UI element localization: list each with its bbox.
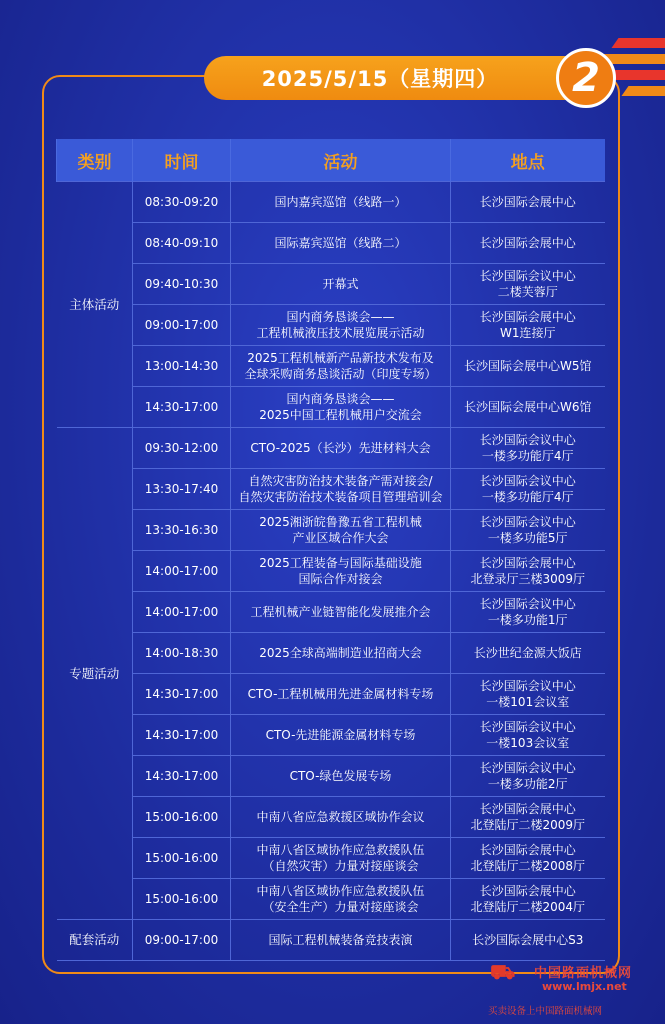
table-row — [57, 756, 605, 797]
row-time: 14:00-18:30 — [133, 633, 231, 674]
table-row — [57, 674, 605, 715]
category-special: 专题活动 — [57, 428, 133, 920]
row-activity: 中南八省应急救援区域协作会议 — [231, 797, 451, 838]
table-row — [57, 715, 605, 756]
row-time: 08:40-09:10 — [133, 223, 231, 264]
row-time: 13:00-14:30 — [133, 346, 231, 387]
row-time: 13:30-16:30 — [133, 510, 231, 551]
row-activity: 国内商务恳谈会—— 2025中国工程机械用户交流会 — [231, 387, 451, 428]
row-venue: 长沙国际会议中心 一楼101会议室 — [451, 674, 605, 715]
row-time: 15:00-16:00 — [133, 797, 231, 838]
table-row — [57, 797, 605, 838]
table-row — [57, 469, 605, 510]
table-row — [57, 264, 605, 305]
row-time: 14:00-17:00 — [133, 551, 231, 592]
row-activity: CTO-先进能源金属材料专场 — [231, 715, 451, 756]
row-time: 14:30-17:00 — [133, 674, 231, 715]
row-time: 08:30-09:20 — [133, 182, 231, 223]
row-activity: 国际嘉宾巡馆（线路二） — [231, 223, 451, 264]
date-text: 2025/5/15（星期四） — [261, 67, 499, 91]
table-row — [57, 879, 605, 920]
row-venue: 长沙国际会展中心W6馆 — [451, 387, 605, 428]
header-time: 时间 — [133, 139, 231, 182]
watermark-slogan: 买卖设备上中国路面机械网 — [488, 1006, 603, 1017]
row-activity: 2025湘浙皖鲁豫五省工程机械 产业区域合作大会 — [231, 510, 451, 551]
day-number-badge — [556, 48, 616, 108]
row-activity: CTO-工程机械用先进金属材料专场 — [231, 674, 451, 715]
schedule-table — [56, 139, 605, 961]
watermark-url: www.lmjx.net — [542, 980, 627, 993]
table-header-row — [57, 139, 605, 182]
row-activity: CTO-绿色发展专场 — [231, 756, 451, 797]
row-activity: 自然灾害防治技术装备产需对接会/ 自然灾害防治技术装备项目管理培训会 — [231, 469, 451, 510]
row-venue: 长沙国际会议中心 一楼多功能厅4厅 — [451, 428, 605, 469]
row-venue: 长沙国际会展中心 北登陆厅二楼2004厅 — [451, 879, 605, 920]
row-venue: 长沙国际会展中心 北登录厅三楼3009厅 — [451, 551, 605, 592]
table-row — [57, 920, 605, 961]
row-venue: 长沙国际会展中心 北登陆厅二楼2009厅 — [451, 797, 605, 838]
row-time: 15:00-16:00 — [133, 879, 231, 920]
row-time: 13:30-17:40 — [133, 469, 231, 510]
row-venue: 长沙国际会议中心 一楼多功能2厅 — [451, 756, 605, 797]
row-activity: 中南八省区域协作应急救援队伍 （自然灾害）力量对接座谈会 — [231, 838, 451, 879]
table-row — [57, 223, 605, 264]
row-time: 09:00-17:00 — [133, 920, 231, 961]
row-activity: 2025全球高端制造业招商大会 — [231, 633, 451, 674]
header-activity: 活动 — [231, 139, 451, 182]
table-row — [57, 838, 605, 879]
row-activity: 2025工程装备与国际基础设施 国际合作对接会 — [231, 551, 451, 592]
row-venue: 长沙国际会议中心 一楼多功能5厅 — [451, 510, 605, 551]
row-venue: 长沙国际会议中心 一楼103会议室 — [451, 715, 605, 756]
table-row — [57, 551, 605, 592]
row-venue: 长沙国际会展中心W5馆 — [451, 346, 605, 387]
row-time: 14:00-17:00 — [133, 592, 231, 633]
row-activity: 国内嘉宾巡馆（线路一） — [231, 182, 451, 223]
row-venue: 长沙国际会议中心 一楼多功能1厅 — [451, 592, 605, 633]
row-time: 09:30-12:00 — [133, 428, 231, 469]
row-time: 14:30-17:00 — [133, 387, 231, 428]
row-venue: 长沙国际会展中心 北登陆厅二楼2008厅 — [451, 838, 605, 879]
row-venue: 长沙国际会展中心 — [451, 223, 605, 264]
table-row — [57, 510, 605, 551]
header-category: 类别 — [57, 139, 133, 182]
watermark-logo-icon: ⛟ — [490, 960, 516, 984]
watermark-title: 中国路面机械网 — [534, 966, 633, 981]
row-venue: 长沙世纪金源大饭店 — [451, 633, 605, 674]
table-row — [57, 182, 605, 223]
table-row — [57, 592, 605, 633]
row-activity: CTO-2025（长沙）先进材料大会 — [231, 428, 451, 469]
category-main: 主体活动 — [57, 182, 133, 428]
row-activity: 开幕式 — [231, 264, 451, 305]
row-time: 09:40-10:30 — [133, 264, 231, 305]
row-activity: 国内商务恳谈会—— 工程机械液压技术展览展示活动 — [231, 305, 451, 346]
table-row — [57, 387, 605, 428]
table-row — [57, 633, 605, 674]
row-time: 09:00-17:00 — [133, 305, 231, 346]
date-banner — [204, 56, 596, 100]
row-venue: 长沙国际会展中心 — [451, 182, 605, 223]
table-row — [57, 428, 605, 469]
row-activity: 国际工程机械装备竞技表演 — [231, 920, 451, 961]
row-activity: 2025工程机械新产品新技术发布及 全球采购商务恳谈活动（印度专场） — [231, 346, 451, 387]
table-row — [57, 305, 605, 346]
row-venue: 长沙国际会展中心 W1连接厅 — [451, 305, 605, 346]
table-row — [57, 346, 605, 387]
row-time: 15:00-16:00 — [133, 838, 231, 879]
category-support: 配套活动 — [57, 920, 133, 961]
row-activity: 中南八省区域协作应急救援队伍 （安全生产）力量对接座谈会 — [231, 879, 451, 920]
day-number: 2 — [572, 55, 600, 101]
row-venue: 长沙国际会议中心 二楼芙蓉厅 — [451, 264, 605, 305]
row-time: 14:30-17:00 — [133, 715, 231, 756]
row-activity: 工程机械产业链智能化发展推介会 — [231, 592, 451, 633]
row-venue: 长沙国际会议中心 一楼多功能厅4厅 — [451, 469, 605, 510]
row-venue: 长沙国际会展中心S3 — [451, 920, 605, 961]
watermark — [490, 960, 660, 1020]
row-time: 14:30-17:00 — [133, 756, 231, 797]
header-venue: 地点 — [451, 139, 605, 182]
